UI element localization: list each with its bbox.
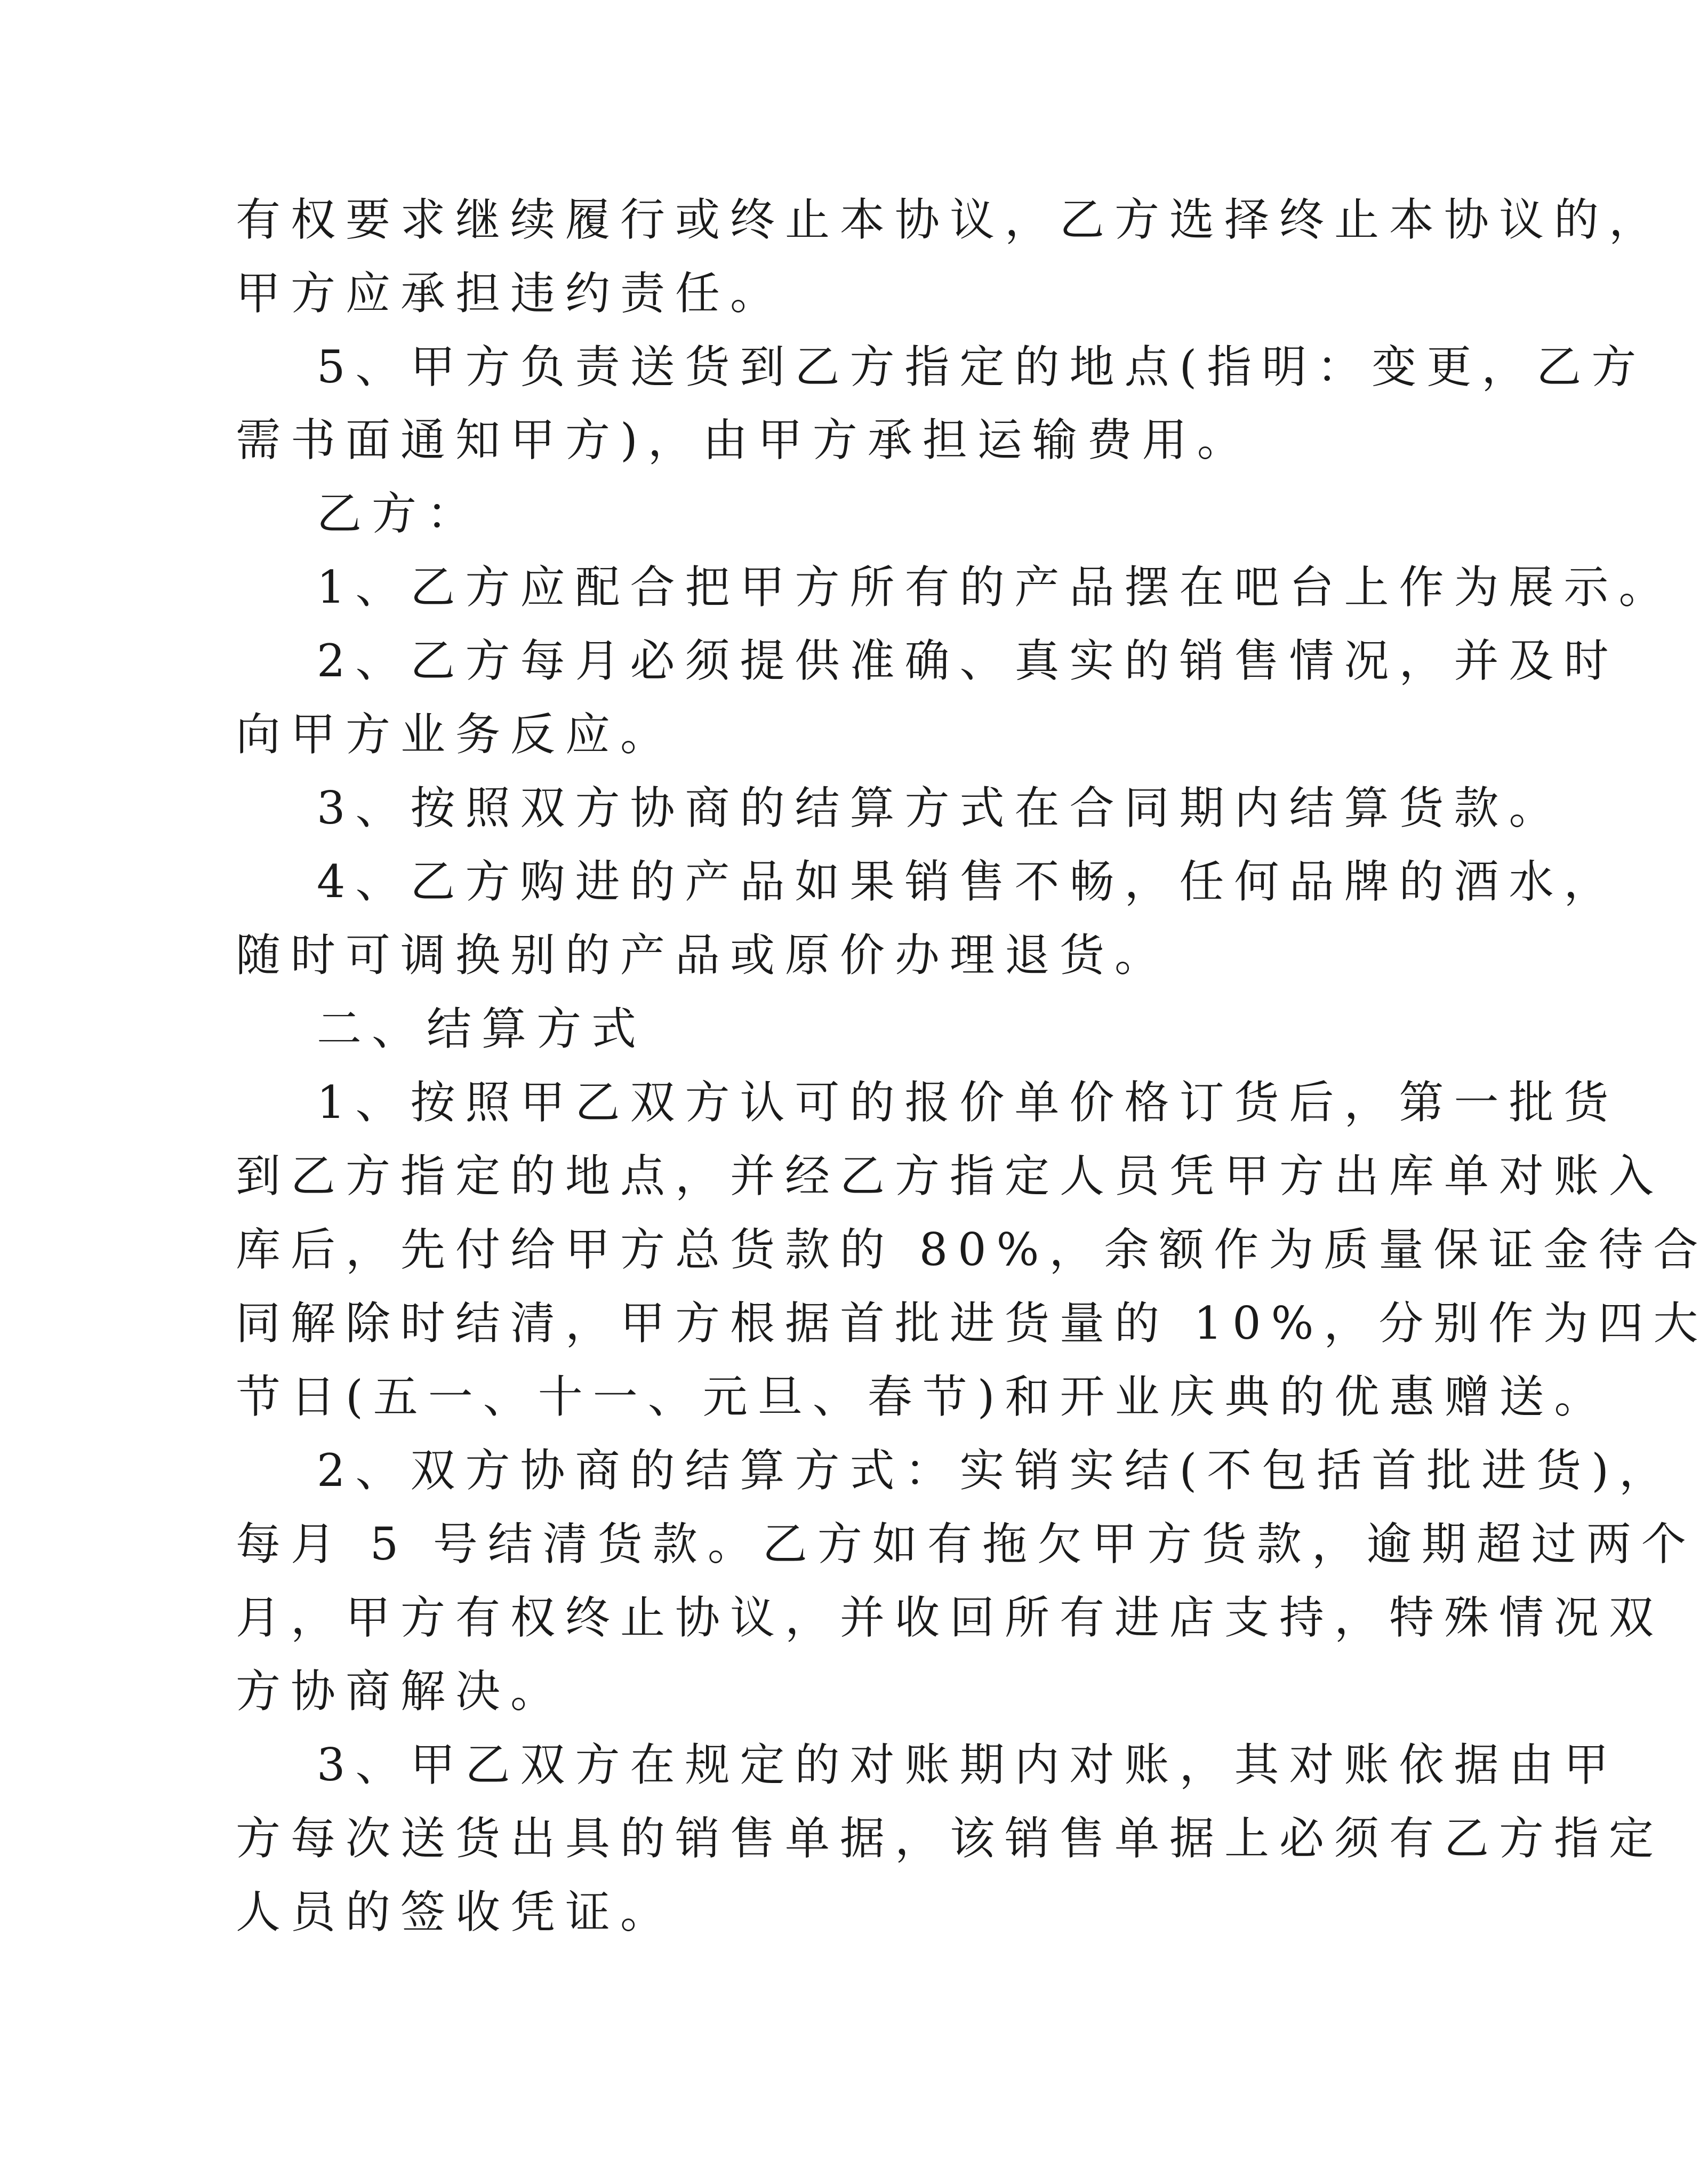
text-line-19: 每月 5 号结清货款。乙方如有拖欠甲方货款，逾期超过两个 (236, 1518, 1696, 1570)
text-line-23: 方每次送货出具的销售单据，该销售单据上必须有乙方指定 (236, 1812, 1664, 1865)
text-line-10: 4、乙方购进的产品如果销售不畅，任何品牌的酒水， (317, 855, 1619, 908)
text-line-13: 1、按照甲乙双方认可的报价单价格订货后，第一批货 (317, 1076, 1619, 1129)
text-line-3: 5、甲方负责送货到乙方指定的地点(指明：变更，乙方 (317, 341, 1647, 393)
text-line-4: 需书面通知甲方)，由甲方承担运输费用。 (236, 414, 1252, 466)
text-line-20: 月，甲方有权终止协议，并收回所有进店支持，特殊情况双 (236, 1592, 1664, 1644)
text-line-9: 3、按照双方协商的结算方式在合同期内结算货款。 (317, 782, 1564, 834)
text-line-15: 库后，先付给甲方总货款的 80%，余额作为质量保证金待合 (236, 1224, 1708, 1276)
text-line-17: 节日(五一、十一、元旦、春节)和开业庆典的优惠赠送。 (236, 1371, 1609, 1423)
text-line-18: 2、双方协商的结算方式：实销实结(不包括首批进货)， (317, 1444, 1674, 1497)
text-line-16: 同解除时结清，甲方根据首批进货量的 10%，分别作为四大 (236, 1297, 1708, 1349)
text-line-21: 方协商解决。 (236, 1665, 566, 1717)
text-line-2: 甲方应承担违约责任。 (236, 267, 785, 319)
text-line-7: 2、乙方每月必须提供准确、真实的销售情况，并及时 (317, 635, 1619, 687)
text-line-12: 二、结算方式 (317, 1003, 647, 1055)
text-line-22: 3、甲乙双方在规定的对账期内对账，其对账依据由甲 (317, 1739, 1619, 1791)
text-line-11: 随时可调换别的产品或原价办理退货。 (236, 929, 1170, 981)
text-line-5: 乙方： (317, 487, 482, 540)
text-line-6: 1、乙方应配合把甲方所有的产品摆在吧台上作为展示。 (317, 561, 1674, 613)
text-line-14: 到乙方指定的地点，并经乙方指定人员凭甲方出库单对账入 (236, 1150, 1664, 1202)
text-line-24: 人员的签收凭证。 (236, 1886, 676, 1938)
text-line-8: 向甲方业务反应。 (236, 708, 676, 761)
text-line-1: 有权要求继续履行或终止本协议，乙方选择终止本协议的， (236, 194, 1664, 246)
